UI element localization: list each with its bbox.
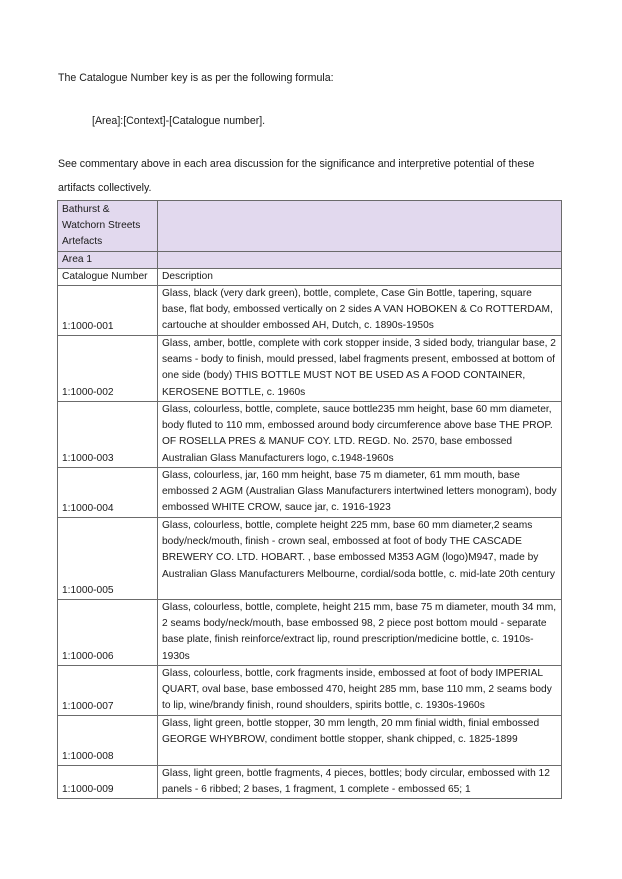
column-header-catalogue-number: Catalogue Number (58, 268, 158, 285)
catalogue-key-formula: [Area]:[Context]-[Catalogue number]. (92, 115, 266, 127)
site-blank-cell (158, 201, 562, 252)
catalogue-number-cell: 1:1000-007 (58, 666, 158, 716)
catalogue-number-cell: 1:1000-003 (58, 402, 158, 468)
column-header-description: Description (158, 268, 562, 285)
description-cell: Glass, amber, bottle, complete with cork stopper inside, 3 sided body, triangular base, 2 seams - body to finish, mould pressed, label fragments present, embossed at bottom of one side (body) THIS BOTTLE MUST NOT BE USED AS A FOOD CONTAINER, KEROSENE BOTTLE, c. 1960s (158, 336, 562, 402)
table-row (58, 286, 562, 336)
description-cell: Glass, colourless, bottle, complete, sauce bottle235 mm height, base 60 mm diameter, body fluted to 110 mm, embossed around body circumference above base THE PROP. OF ROSELLA PRES & MANUF COY. LTD. REGD. No. 2570, base embossed Australian Glass Manufacturers logo, c.1948-1960s (158, 402, 562, 468)
catalogue-number-cell: 1:1000-005 (58, 518, 158, 600)
description-cell: Glass, colourless, bottle, complete height 225 mm, base 60 mm diameter,2 seams body/neck/mouth, finish - crown seal, embossed at foot of body THE CASCADE BREWERY CO. LTD. HOBART. , base embossed M353 AGM (logo)M947, made by Australian Glass Manufacturers Melbourne, cordial/soda bottle, c. mid-late 20th century (158, 518, 562, 600)
description-cell: Glass, colourless, bottle, cork fragments inside, embossed at foot of body IMPERIAL QUART, oval base, base embossed 470, height 285 mm, base 110 mm, 2 seams body to lip, wine/brandy finish, round shoulders, spirits bottle, c. 1930s-1960s (158, 666, 562, 716)
table-row (58, 666, 562, 716)
description-cell: Glass, light green, bottle stopper, 30 mm length, 20 mm finial width, finial embossed GEORGE WHYBROW, condiment bottle stopper, shank chipped, c. 1825-1899 (158, 716, 562, 766)
area-blank-cell (158, 251, 562, 268)
table-row (58, 518, 562, 600)
table-row (58, 468, 562, 518)
catalogue-number-cell: 1:1000-002 (58, 336, 158, 402)
catalogue-number-cell: 1:1000-009 (58, 766, 158, 799)
catalogue-number-cell: 1:1000-004 (58, 468, 158, 518)
description-cell: Glass, colourless, bottle, complete, height 215 mm, base 75 m diameter, mouth 34 mm, 2 seams body/neck/mouth, base embossed 98, 2 piece post bottom mould - separate base plate, finish reinforce/extract lip, round prescription/medicine bottle, c. 1910s-1930s (158, 600, 562, 666)
description-cell: Glass, light green, bottle fragments, 4 pieces, bottles; body circular, embossed with 12 panels - 6 ribbed; 2 bases, 1 fragment, 1 complete - embossed 65; 1 (158, 766, 562, 799)
table-row (58, 716, 562, 766)
catalogue-key-intro: The Catalogue Number key is as per the following formula: (58, 72, 334, 84)
site-title-cell: Bathurst & Watchorn Streets Artefacts (58, 201, 158, 252)
table-row (58, 600, 562, 666)
description-cell: Glass, colourless, jar, 160 mm height, base 75 m diameter, 61 mm mouth, base embossed 2 AGM (Australian Glass Manufacturers intertwined letters monogram), body embossed WHITE CROW, sauce jar, c. 1916-1923 (158, 468, 562, 518)
catalogue-number-cell: 1:1000-001 (58, 286, 158, 336)
catalogue-number-cell: 1:1000-006 (58, 600, 158, 666)
description-cell: Glass, black (very dark green), bottle, complete, Case Gin Bottle, tapering, square base, flat body, embossed vertically on 2 sides A VAN HOBOKEN & Co ROTTERDAM, cartouche at shoulder embossed AH, Dutch, c. 1890s-1950s (158, 286, 562, 336)
commentary-note: See commentary above in each area discussion for the significance and interpretive potential of these artifacts collectively. (58, 158, 535, 194)
table-area-row (58, 251, 562, 268)
table-row (58, 336, 562, 402)
table-site-row (58, 201, 562, 252)
table-header-row (58, 268, 562, 285)
table-row (58, 766, 562, 799)
area-label-cell: Area 1 (58, 251, 158, 268)
catalogue-number-cell: 1:1000-008 (58, 716, 158, 766)
table-row (58, 402, 562, 468)
artefact-catalogue-table (57, 200, 562, 799)
